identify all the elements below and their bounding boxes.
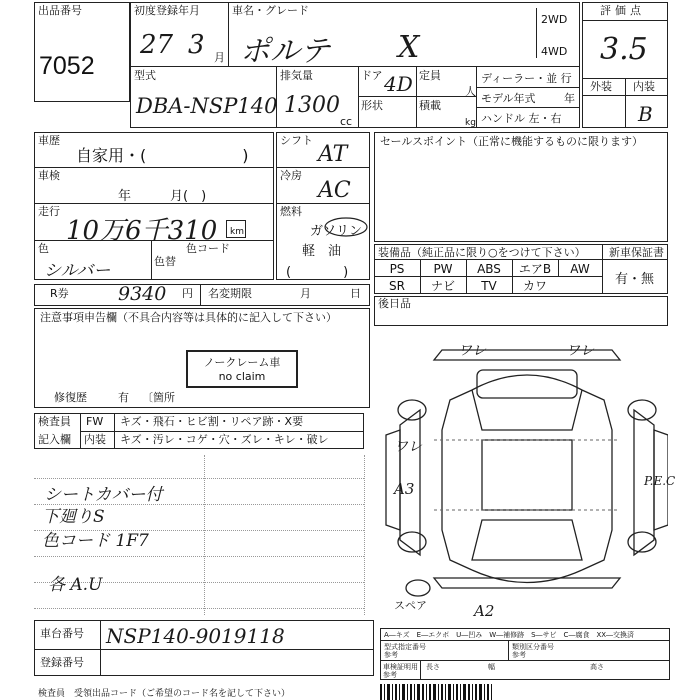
- equip-airbag: エアB: [518, 262, 552, 276]
- designated-ref: 参考: [384, 651, 398, 659]
- score-value: 3.5: [600, 32, 648, 67]
- reg-month-unit: 月: [214, 51, 225, 64]
- equip-ps: PS: [389, 262, 405, 276]
- equip-aw: AW: [570, 262, 590, 276]
- rear-window: [472, 520, 582, 560]
- person-unit: 人: [465, 85, 476, 98]
- recycle-yen: 円: [182, 287, 193, 300]
- equip-abs: ABS: [477, 262, 501, 276]
- color-label: 色: [38, 242, 49, 255]
- name-change-month: 月: [300, 287, 311, 300]
- kg-unit: kg: [465, 118, 476, 128]
- model-code: DBA-NSP140: [136, 94, 278, 118]
- repair-yes: 有: [118, 391, 129, 404]
- handle-label: ハンドル 左・右: [481, 112, 562, 125]
- exterior-label: 外装: [590, 80, 612, 93]
- cert-ref: 参考: [383, 671, 397, 679]
- grade: X: [398, 30, 420, 65]
- left-body-side: [442, 390, 472, 570]
- name-label: 車名・グレード: [232, 4, 309, 17]
- model-year-unit: 年: [564, 92, 575, 105]
- mark-top-right: ワレ: [566, 343, 594, 359]
- front-right-wheel: [628, 400, 656, 420]
- lot-label: 出品番号: [38, 4, 82, 17]
- mark-rear: A2: [474, 602, 495, 620]
- spare-tire: [406, 580, 430, 596]
- note-line-3: 色コード 1F7: [42, 531, 149, 551]
- model-label: 型式: [134, 69, 156, 82]
- reg-label: 初度登録年月: [134, 4, 200, 17]
- note-line-4: 各 A.U: [48, 575, 103, 595]
- load-label: 積載: [419, 99, 441, 112]
- interior-items: キズ・汚レ・コゲ・穴・ズレ・キレ・破レ: [120, 433, 329, 446]
- registration-label: 登録番号: [40, 656, 84, 669]
- interior-row-label: 内装: [84, 433, 106, 446]
- barcode: [380, 684, 620, 700]
- car-name: ポルテ: [240, 34, 330, 69]
- ac-label: 冷房: [280, 169, 302, 182]
- sales-point-label: セールスポイント（正常に機能するものに限ります）: [380, 135, 644, 148]
- inspector-label: 検査員: [38, 415, 71, 428]
- recycle-amount: 9340: [118, 283, 167, 305]
- fuel-gasoline: ガソリン: [310, 224, 363, 239]
- repair-label: 修復歴: [54, 391, 87, 404]
- right-body-side: [582, 390, 612, 570]
- roof-top: [477, 370, 577, 398]
- noclaim-en: no claim: [218, 370, 266, 383]
- length-label: 長さ: [426, 663, 440, 671]
- windshield: [472, 390, 582, 430]
- color-value: シルバー: [44, 261, 111, 281]
- fuel-circle-mark: [322, 216, 370, 238]
- equip-tv: TV: [481, 279, 497, 293]
- equip-leather: カワ: [522, 279, 547, 293]
- inspection-value: 年 月( ): [118, 189, 207, 204]
- dealer-label: ディーラー・並 行: [481, 72, 572, 85]
- mileage-label: 走行: [38, 205, 60, 218]
- roof-panel: [482, 440, 572, 510]
- designated-label: 型式指定番号: [384, 643, 426, 651]
- equipment-label: 装備品（純正品に限り○をつけて下さい）: [378, 246, 586, 259]
- model-year-label: モデル年式: [481, 92, 536, 105]
- post-delivery-label: 後日品: [378, 297, 411, 310]
- recycle-label: R券: [50, 287, 69, 300]
- mark-left-front: ワレ: [394, 439, 422, 455]
- equip-navi: ナビ: [430, 279, 455, 293]
- recycle-box: [34, 284, 370, 306]
- reg-month: 3: [188, 30, 205, 60]
- category-ref: 参考: [512, 651, 526, 659]
- chassis-number: NSP140-9019118: [106, 624, 285, 648]
- displacement: 1300: [284, 93, 340, 118]
- color-code-label: 色コード: [186, 242, 230, 255]
- door-value: 4D: [384, 72, 413, 96]
- noclaim-jp: ノークレーム車: [203, 356, 281, 369]
- history-value: 自家用・( ): [76, 146, 249, 165]
- lot-number: 7052: [39, 52, 95, 80]
- reg-year: 27: [140, 30, 174, 60]
- warranty-label: 新車保証書: [609, 246, 664, 259]
- fill-label: 記入欄: [38, 433, 71, 446]
- car-damage-diagram: [380, 330, 668, 620]
- height-label: 高さ: [590, 663, 604, 671]
- fw-label: FW: [86, 415, 104, 428]
- capacity-label: 定員: [419, 69, 441, 82]
- repair-location: 〔箇所: [142, 391, 175, 404]
- warranty-value: 有・無: [615, 272, 655, 287]
- name-change-day: 日: [350, 287, 361, 300]
- shape-label: 形状: [361, 99, 383, 112]
- width-label: 幅: [488, 663, 495, 671]
- footer-bottom-text: 検査員 受領出品コード（ご希望のコード名を記して下さい）: [38, 689, 291, 699]
- drive-2wd: 2WD: [541, 13, 568, 26]
- chassis-label: 車台番号: [40, 627, 84, 640]
- cert-label: 車検証明用: [383, 663, 418, 671]
- post-delivery-box: [374, 296, 668, 326]
- shift-label: シフト: [280, 134, 313, 147]
- note-line-1: シートカバー付: [44, 485, 163, 505]
- ac-value: AC: [318, 178, 351, 203]
- equip-pw: PW: [433, 262, 453, 276]
- front-left-wheel: [398, 400, 426, 420]
- shift-value: AT: [318, 142, 348, 167]
- spare-label: スペア: [394, 599, 427, 612]
- interior-grade: B: [638, 102, 653, 126]
- equip-sr: SR: [389, 279, 405, 293]
- name-change-label: 名変期限: [208, 287, 252, 300]
- sales-point-box: [374, 132, 668, 242]
- drive-4wd: 4WD: [541, 45, 568, 58]
- legend-line: A―キズ E―エクボ U―凹み W―補修跡 S―サビ C―腐食 XX―交換済: [384, 631, 635, 639]
- km-unit: km: [230, 227, 244, 237]
- mark-left-side: A3: [394, 480, 415, 498]
- notes-label: 注意事項申告欄（不具合内容等は具体的に記入して下さい）: [40, 311, 337, 324]
- inspection-label: 車検: [38, 169, 60, 182]
- note-line-2: 下廻りS: [42, 507, 105, 527]
- fuel-light-oil: 軽 油: [302, 244, 342, 259]
- door-label: ドア: [361, 69, 383, 82]
- mileage-value: 10万6千310: [66, 216, 218, 246]
- fw-items: キズ・飛石・ヒビ割・リペア跡・X要: [120, 415, 304, 428]
- fuel-other: ( ): [286, 265, 349, 280]
- mark-top-left: ワレ: [458, 343, 486, 359]
- interior-label: 内装: [633, 80, 655, 93]
- cc-unit: cc: [340, 115, 353, 128]
- mark-right-side: P.E.C: [644, 474, 676, 488]
- score-label: 評価点: [600, 4, 645, 17]
- fuel-label: 燃料: [280, 205, 302, 218]
- displacement-label: 排気量: [280, 69, 313, 82]
- category-label: 類別区分番号: [512, 643, 554, 651]
- color-change-label: 色替: [154, 255, 176, 268]
- history-label: 車歴: [38, 134, 60, 147]
